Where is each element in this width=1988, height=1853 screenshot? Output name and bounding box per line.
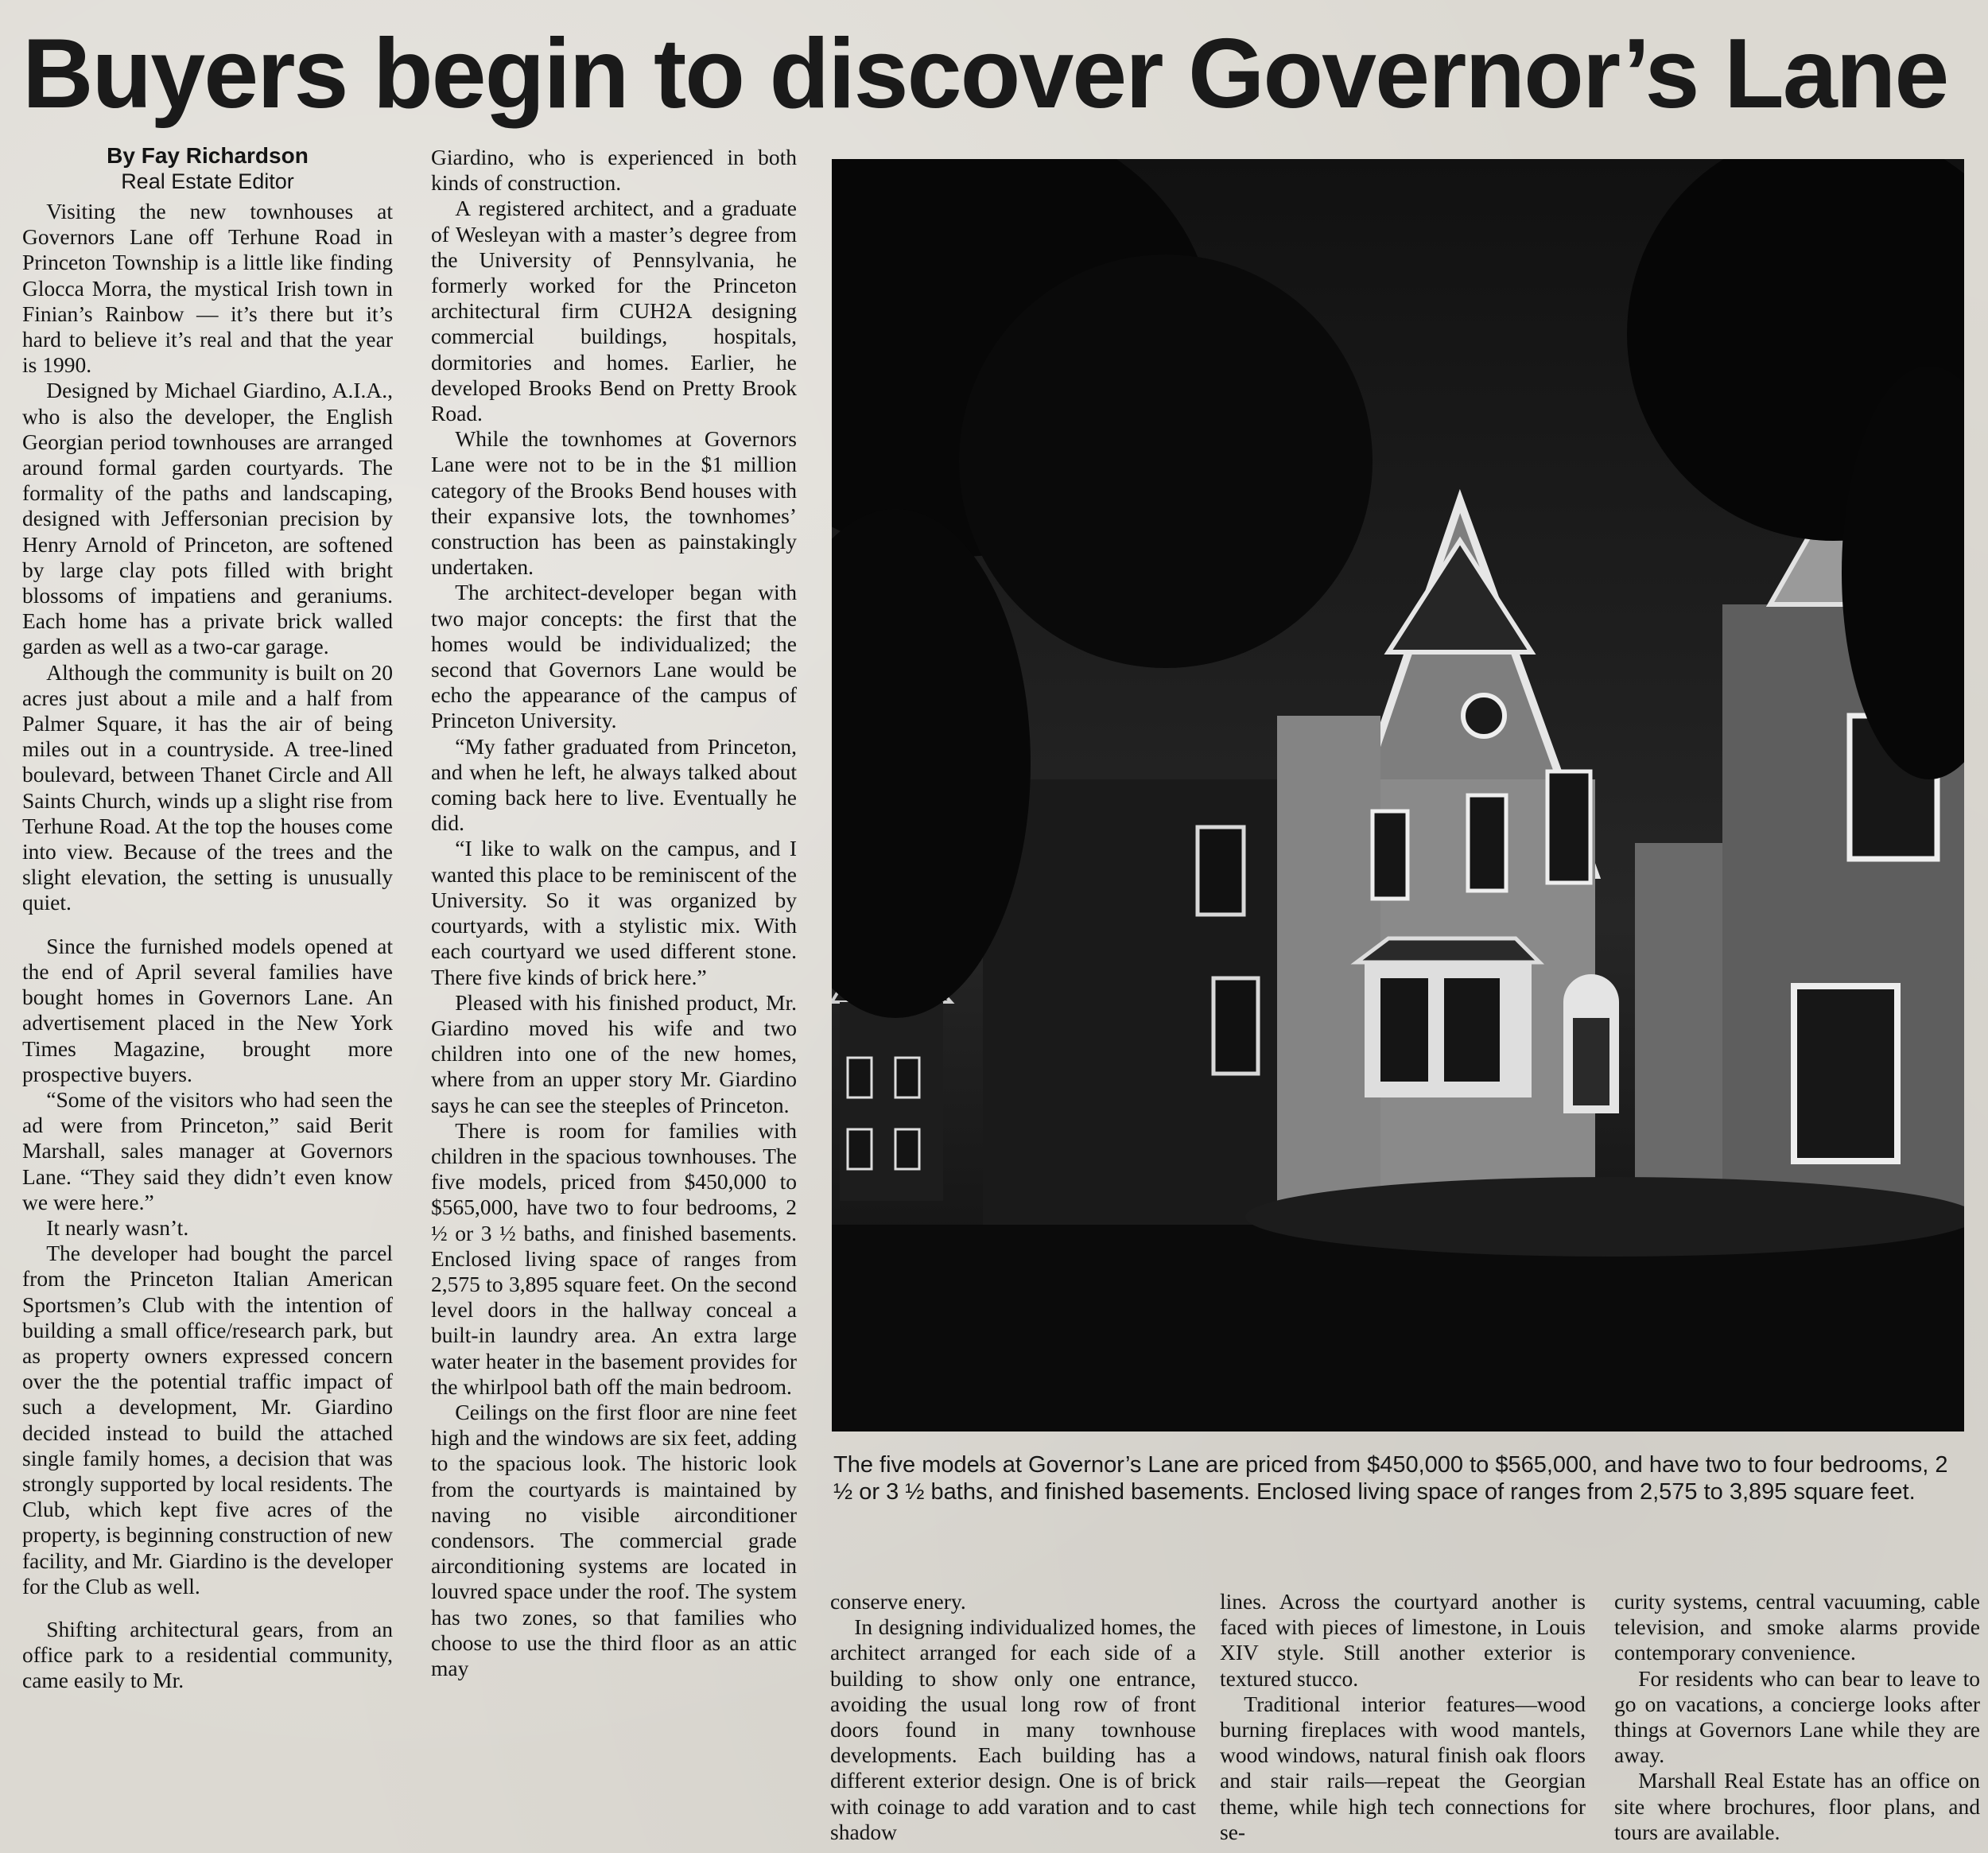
paragraph: Designed by Michael Giardino, A.I.A., who is also the developer, the English Georgian period townhouses are arranged around formal garden courtyards. The formality of the paths and landscaping, designed with Jeffersonian precision by Henry Arnold of Princeton, are softened by large clay pots filled with bright blossoms of impatiens and geraniums. Each home has a private brick walled garden as well as a two-car garage.	[22, 378, 393, 659]
paragraph: Visiting the new townhouses at Governors Lane off Terhune Road in Princeton Township is a little like finding Glocca Morra, the mystical Irish town in Finian’s Rainbow — it’s there but it’s hard to believe it’s real and that the year is 1990.	[22, 199, 393, 378]
article-column-5	[1614, 1589, 1980, 1845]
paragraph: For residents who can bear to leave to go on vacations, a concierge looks after things at Governors Lane while they are away.	[1614, 1665, 1980, 1768]
paragraph: Traditional interior features—wood burning fireplaces with wood mantels, wood windows, natural finish oak floors and stair rails—repeat the Georgian theme, while high tech connections for se-	[1220, 1691, 1586, 1844]
paragraph: It nearly wasn’t.	[46, 1214, 189, 1240]
paragraph: “Some of the visitors who had seen the ad were from Princeton,” said Berit Marshall, sales manager at Governors Lane. “They said they didn’t even know we were here.”	[22, 1086, 393, 1214]
byline	[22, 143, 393, 194]
article-column-1	[22, 143, 393, 1694]
paragraph: “My father graduated from Princeton, and when he left, he always talked about coming back here to live. Eventually he did.	[431, 733, 797, 836]
paragraph: The architect-developer began with two major concepts: the first that the homes would be individualized; the second that Governors Lane would be echo the appearance of the campus of Princeton University.	[431, 580, 797, 733]
paragraph: conserve enery.	[830, 1589, 966, 1614]
paragraph: Giardino, who is experienced in both kinds of construction.	[431, 145, 797, 196]
paragraph: “I like to walk on the campus, and I wanted this place to be reminiscent of the University. So it was organized by courtyards, with a stylistic mix. With each courtyard we used different stone. There five kinds of brick here.”	[431, 836, 797, 989]
paragraph: Pleased with his finished product, Mr. Giardino moved his wife and two children into one of the new homes, where from an upper story Mr. Giardino says he can see the steeples of Princeton.	[431, 989, 797, 1117]
paragraph: Marshall Real Estate has an office on site where brochures, floor plans, and tours are available.	[1614, 1768, 1980, 1844]
paragraph: While the townhomes at Governors Lane were not to be in the $1 million category of the Brooks Bend houses with their expansive lots, the townhomes’ construction has been as painstakingly undertaken.	[431, 426, 797, 580]
byline-author: By Fay Richardson	[107, 143, 309, 168]
paragraph: Shifting architectural gears, from an office park to a residential community, came easily to Mr.	[22, 1616, 393, 1693]
photo-caption: The five models at Governor’s Lane are priced from $450,000 to $565,000, and have two to four bedrooms, 2 ½ or 3 ½ baths, and finished basements. Enclosed living space of ranges from 2,575 to 3,895 square feet.	[833, 1452, 1948, 1505]
article-column-4	[1220, 1589, 1586, 1845]
townhouse-photo	[832, 159, 1964, 1432]
article-column-3	[830, 1589, 1196, 1845]
headline: Buyers begin to discover Governor’s Lane	[22, 19, 1948, 129]
paragraph: Although the community is built on 20 acres just about a mile and a half from Palmer Square, it has the air of being miles out in a countryside. A tree-lined boulevard, between Thanet Circle and All Saints Church, winds up a slight rise from Terhune Road. At the top the houses come into view. Because of the trees and the slight elevation, the setting is unusually quiet.	[22, 659, 393, 915]
paragraph: Ceilings on the first floor are nine feet high and the windows are six feet, adding to the spacious look. The historic look from the courtyards is maintained by naving no visible airconditioner condensors. The commercial grade airconditioning systems are located in louvred space under the roof. The system has two zones, so that families who choose to use the third floor as an attic may	[431, 1399, 797, 1680]
paragraph: The developer had bought the parcel from the Princeton Italian American Sportsmen’s Club with the intention of building a small office/research park, but as property owners expressed concern over the the potential traffic impact of such a development, Mr. Giardino decided instead to build the attached single family homes, a decision that was strongly supported by local residents. The Club, which kept five acres of the property, is beginning construction of new facility, and Mr. Giardino is the developer for the Club as well.	[22, 1241, 393, 1599]
townhouse-illustration	[832, 159, 1964, 1432]
paragraph: curity systems, central vacuuming, cable television, and smoke alarms provide contemporary convenience.	[1614, 1589, 1980, 1665]
paragraph: There is room for families with children in the spacious townhouses. The five models, priced from $450,000 to $565,000, have two to four bedrooms, 2 ½ or 3 ½ baths, and finished basements. Enclosed living space of ranges from 2,575 to 3,895 square feet. On the second level doors in the hallway conceal a built-in laundry area. An extra large water heater in the basement provides for the whirlpool bath off the main bedroom.	[431, 1117, 797, 1399]
article-column-2	[431, 145, 797, 1681]
paragraph: lines. Across the courtyard another is faced with pieces of limestone, in Louis XIV style. Still another exterior is textured stucco.	[1220, 1589, 1586, 1691]
paragraph: In designing individualized homes, the architect arranged for each side of a building to show only one entrance, avoiding the usual long row of front doors found in many townhouse developments. Each building has a different exterior design. One is of brick with coinage to add varation and to cast shadow	[830, 1614, 1196, 1844]
byline-title: Real Estate Editor	[121, 169, 294, 193]
paragraph: A registered architect, and a graduate of Wesleyan with a master’s degree from the University of Pennsylvania, he formerly worked for the Princeton architectural firm CUH2A designing commercial buildings, hospitals, dormitories and homes. Earlier, he developed Brooks Bend on Pretty Brook Road.	[431, 196, 797, 426]
paragraph: Since the furnished models opened at the end of April several families have bought homes in Governors Lane. An advertisement placed in the New York Times Magazine, brought more prospective buyers.	[22, 933, 393, 1086]
